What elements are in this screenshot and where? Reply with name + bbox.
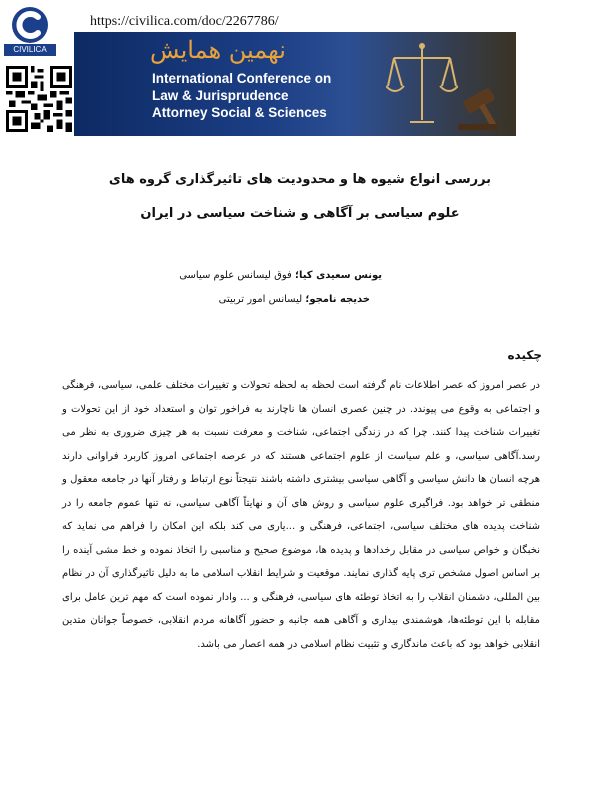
banner-persian-title: نهمین همایش — [150, 36, 286, 64]
logo-caption: CIVILICA — [4, 44, 56, 56]
gavel-icon — [454, 82, 514, 132]
banner-english-line: Law & Jurisprudence — [152, 88, 289, 103]
abstract-text: در عصر امروز که عصر اطلاعات نام گرفته است لحظه به لحظه تحولات و تغییرات مختلف علمی، سیاسی، فرهنگی و اجتماعی به وقوع می پیوندد. در چنین عصری انسان ها ناچارند به فراخور توان و استعداد خود از این تحولات و تغییرات شناخت پیدا کنند. چرا که در زندگی اجتماعی، شناخت و معرفت نسبت به هر چیزی ضروری به نظر می رسد.آگاهی سیاسی، و علم سیاست از علوم اجتماعی هستند که در عرصه اجتماعی امروز کاربرد فراوانی دارند هرچه انسان ها دانش سیاسی و آگاهی سیاسی بیشتری داشته باشند نتیجتاً نوع ارتباط و رفتار آنها در جامعه معقول و منطقی تر خواهد بود. فراگیری علوم سیاسی و روش های آن و نهایتاً آگاهی سیاسی، نه تنها عموم جامعه را در شناخت پدیده های مختلف سیاسی، اجتماعی، فرهنگی و ...یاری می کند بلکه این امکان را فراهم می نماید که نخبگان و خواص سیاسی در مقابل رخدادها و پدیده ها، موضوع صحیح و مناسبی را اتخاذ نموده و خط مشی آینده را بر اساس اصول مشخص تری پایه گذاری نمایند. موقعیت و شرایط انقلاب اسلامی ما به دلیل تاثیرگذاری آن در نظام بین المللی، دشمنان انقلاب را به اتخاذ توطئه های سیاسی، فرهنگی و ... وادار نموده است که مهم ترین عامل برای مقابله با این توطئه‌ها، هوشمندی بیداری و آگاهی همه جانبه و حضور آگاهانه مردم انقلابی، خصوصاً جوانان متدین انقلابی خواهد بود که باعث ماندگاری و تثبیت نظام اسلامی در همه اعصار می باشد. — [62, 380, 540, 650]
paper-title-line1: بررسی انواع شیوه ها و محدودیت های تاثیرگذاری گروه های — [108, 172, 492, 187]
author-name: یونس سعیدی کیا؛ — [294, 270, 382, 281]
banner-english-title — [152, 70, 331, 121]
conference-banner — [74, 32, 516, 136]
banner-english-line: Attorney Social & Sciences — [152, 105, 327, 120]
author-2 — [219, 294, 370, 305]
author-1 — [179, 270, 382, 281]
qr-code-icon — [6, 66, 72, 132]
banner-english-line: International Conference on — [152, 71, 332, 86]
author-name: خدیجه نامجو؛ — [305, 294, 370, 305]
document-url[interactable]: https://civilica.com/doc/2267786/ — [90, 14, 279, 29]
civilica-logo[interactable] — [4, 4, 56, 58]
scales-of-justice-icon — [386, 40, 458, 130]
paper-title-line2: علوم سیاسی بر آگاهی و شناخت سیاسی در ایران — [140, 206, 460, 221]
author-role: لیسانس امور تربیتی — [218, 294, 306, 305]
abstract-heading: چکیده — [507, 348, 542, 362]
civilica-c-icon — [4, 4, 56, 46]
author-role: فوق لیسانس علوم سیاسی — [179, 270, 295, 281]
abstract-body — [62, 374, 540, 656]
